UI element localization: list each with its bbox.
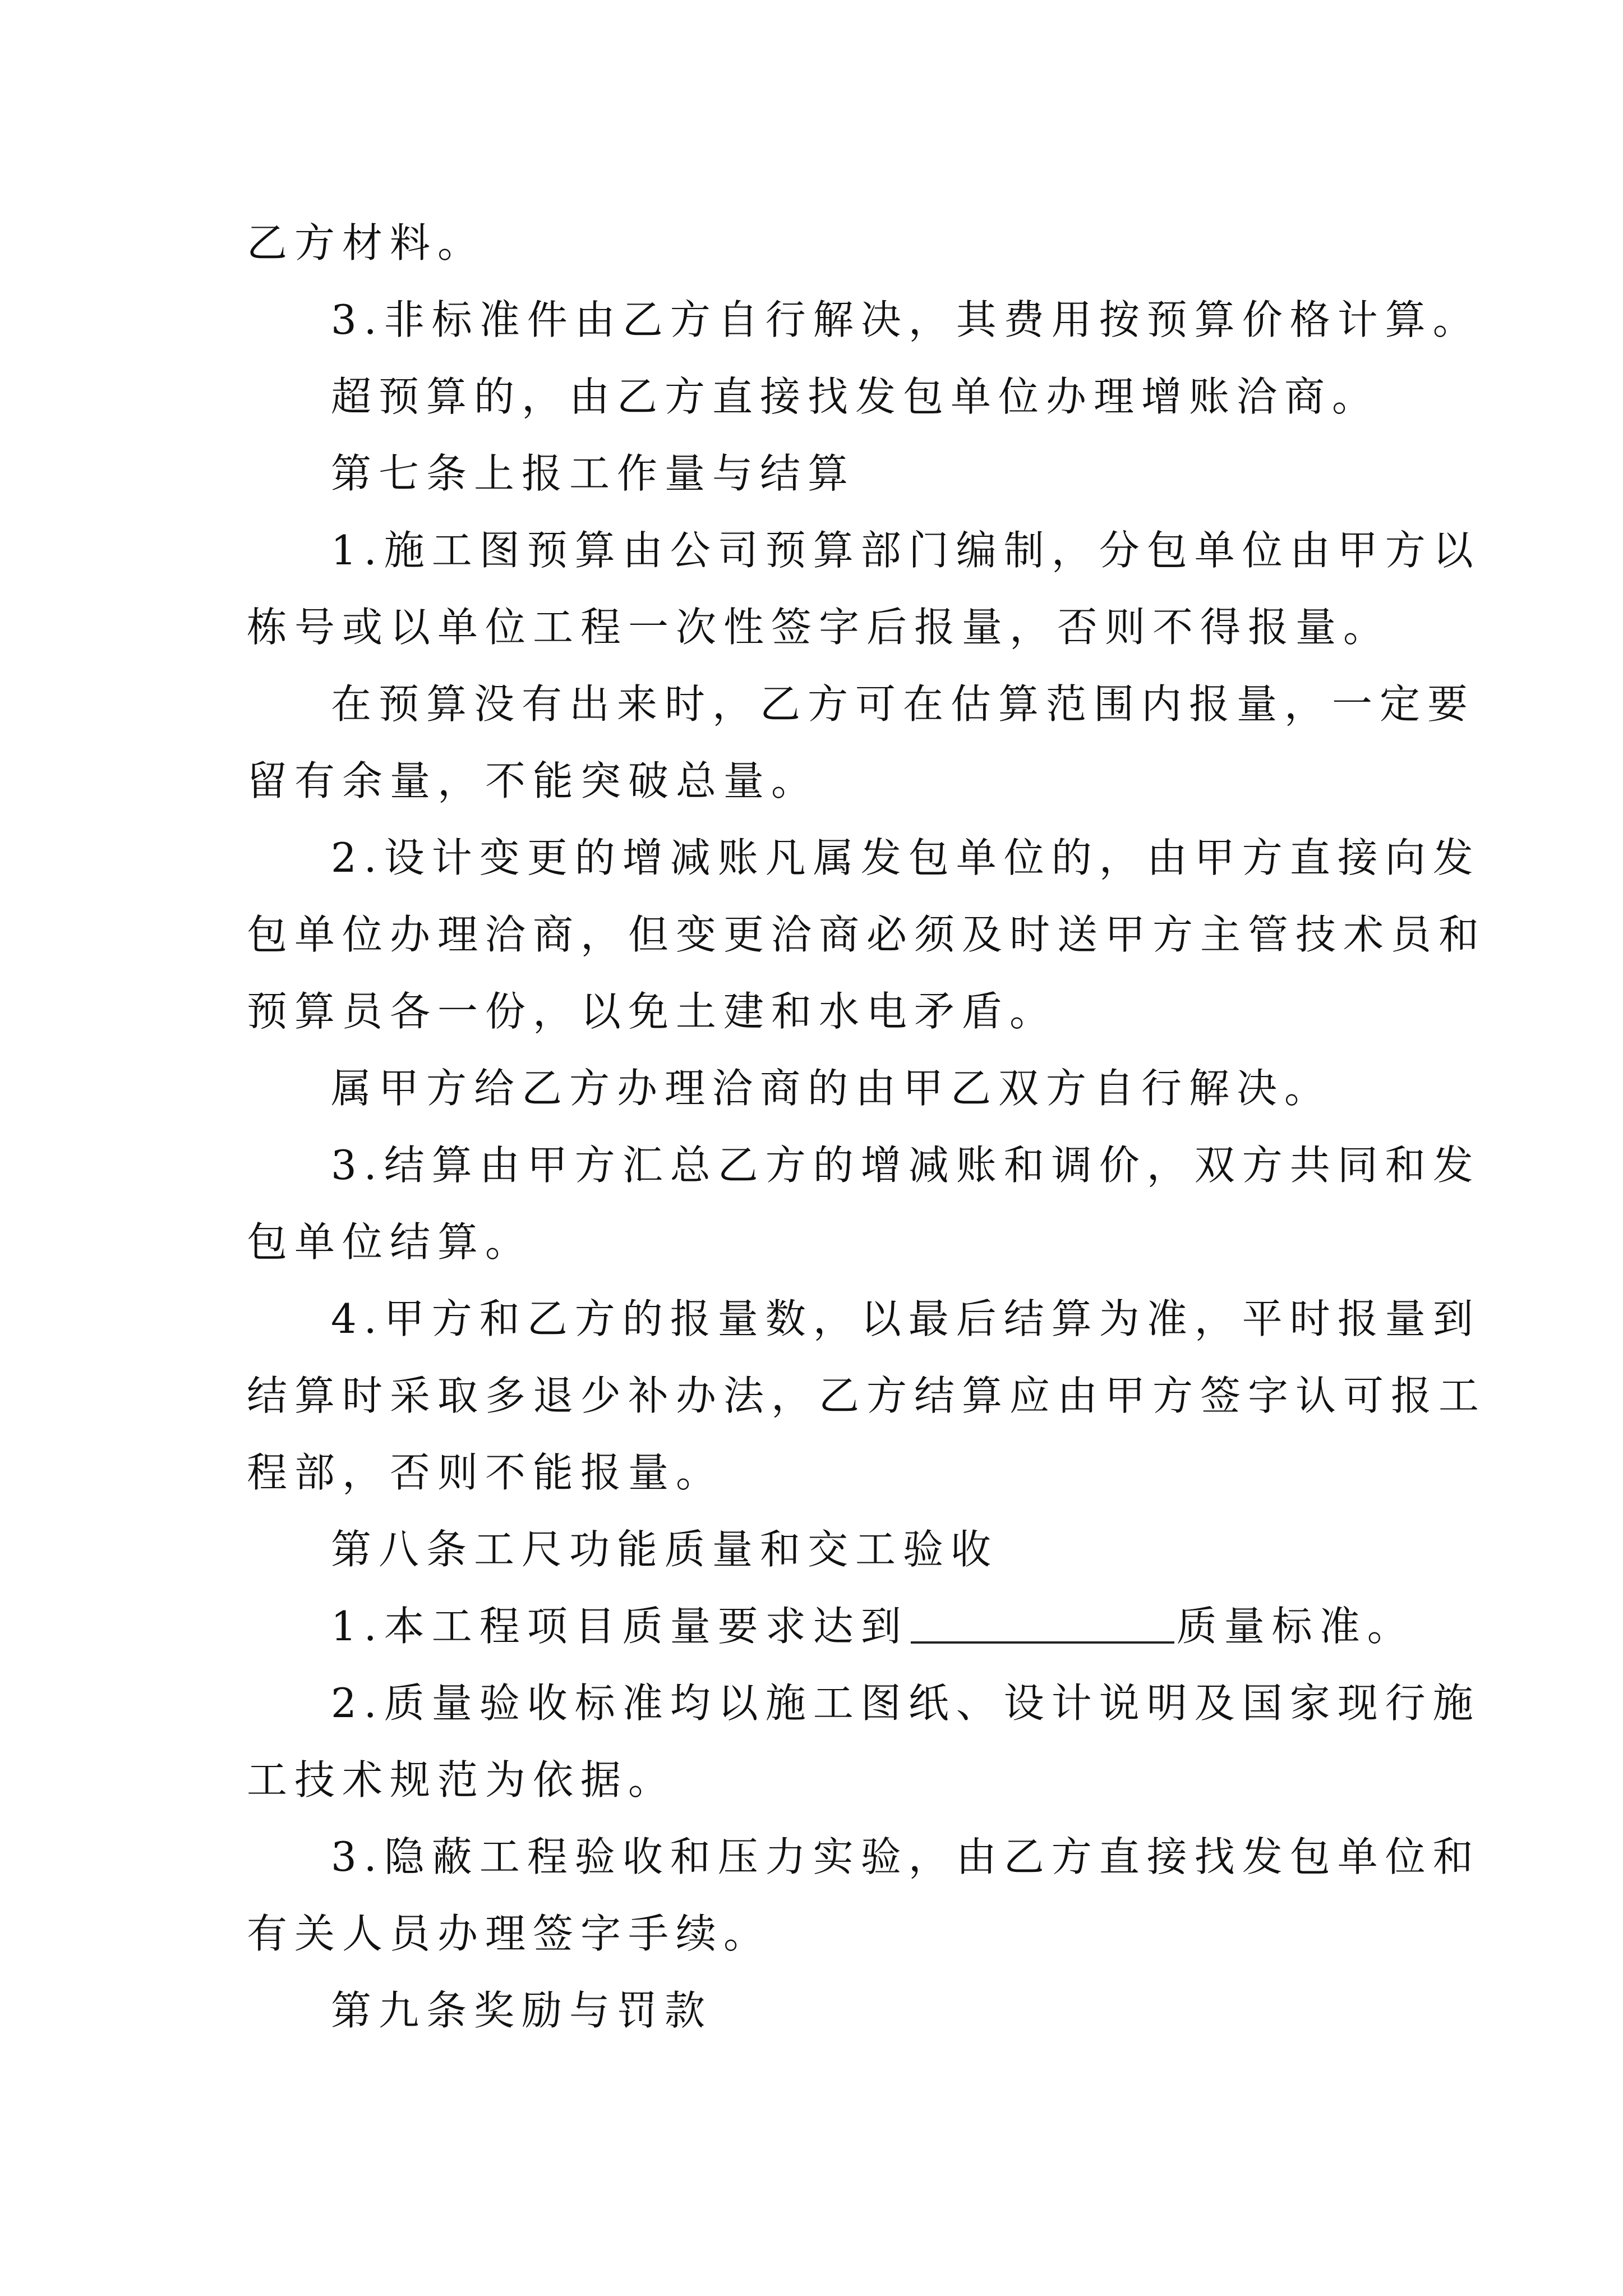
- paragraph-line: 程部，否则不能报量。: [247, 1449, 724, 1496]
- paragraph-line: 2.设计变更的增减账凡属发包单位的，由甲方直接向发: [331, 834, 1481, 881]
- paragraph-line: 1.施工图预算由公司预算部门编制，分包单位由甲方以: [331, 527, 1481, 574]
- paragraph-line: 属甲方给乙方办理洽商的由甲乙双方自行解决。: [331, 1065, 1332, 1112]
- paragraph-line: 在预算没有出来时，乙方可在估算范围内报量，一定要: [331, 680, 1476, 728]
- quality-standard-text: 质量标准。: [1176, 1603, 1415, 1650]
- paragraph-line: 留有余量，不能突破总量。: [247, 757, 819, 804]
- paragraph-line: 包单位办理洽商，但变更洽商必须及时送甲方主管技术员和: [247, 911, 1487, 958]
- fill-in-blank: [911, 1605, 1174, 1644]
- paragraph-line: 4.甲方和乙方的报量数，以最后结算为准，平时报量到: [331, 1295, 1481, 1342]
- paragraph-line: 有关人员办理签字手续。: [247, 1910, 772, 1957]
- quality-requirement-line: [247, 1588, 1415, 1665]
- paragraph-line: 预算员各一份，以免土建和水电矛盾。: [247, 988, 1058, 1035]
- paragraph-line: 工技术规范为依据。: [247, 1756, 676, 1803]
- paragraph-line: 栋号或以单位工程一次性签字后报量，否则不得报量。: [247, 604, 1391, 651]
- section-heading-9: 第九条奖励与罚款: [331, 1987, 713, 2034]
- document-body: [247, 205, 1487, 2049]
- paragraph-line: 超预算的，由乙方直接找发包单位办理增账洽商。: [331, 373, 1380, 420]
- paragraph-line: 包单位结算。: [247, 1218, 533, 1266]
- paragraph-line: 3.隐蔽工程验收和压力实验，由乙方直接找发包单位和: [331, 1833, 1481, 1880]
- paragraph-line: 3.结算由甲方汇总乙方的增减账和调价，双方共同和发: [331, 1142, 1481, 1189]
- paragraph-line: 3.非标准件由乙方自行解决，其费用按预算价格计算。: [331, 296, 1481, 343]
- section-heading-7: 第七条上报工作量与结算: [331, 450, 856, 497]
- section-heading-8: 第八条工尺功能质量和交工验收: [331, 1526, 999, 1573]
- paragraph-line: 结算时采取多退少补办法，乙方结算应由甲方签字认可报工: [247, 1372, 1487, 1419]
- paragraph-line: 2.质量验收标准均以施工图纸、设计说明及国家现行施: [331, 1680, 1481, 1727]
- quality-requirement-text: 1.本工程项目质量要求达到: [331, 1603, 909, 1650]
- paragraph-line: 乙方材料。: [247, 219, 486, 266]
